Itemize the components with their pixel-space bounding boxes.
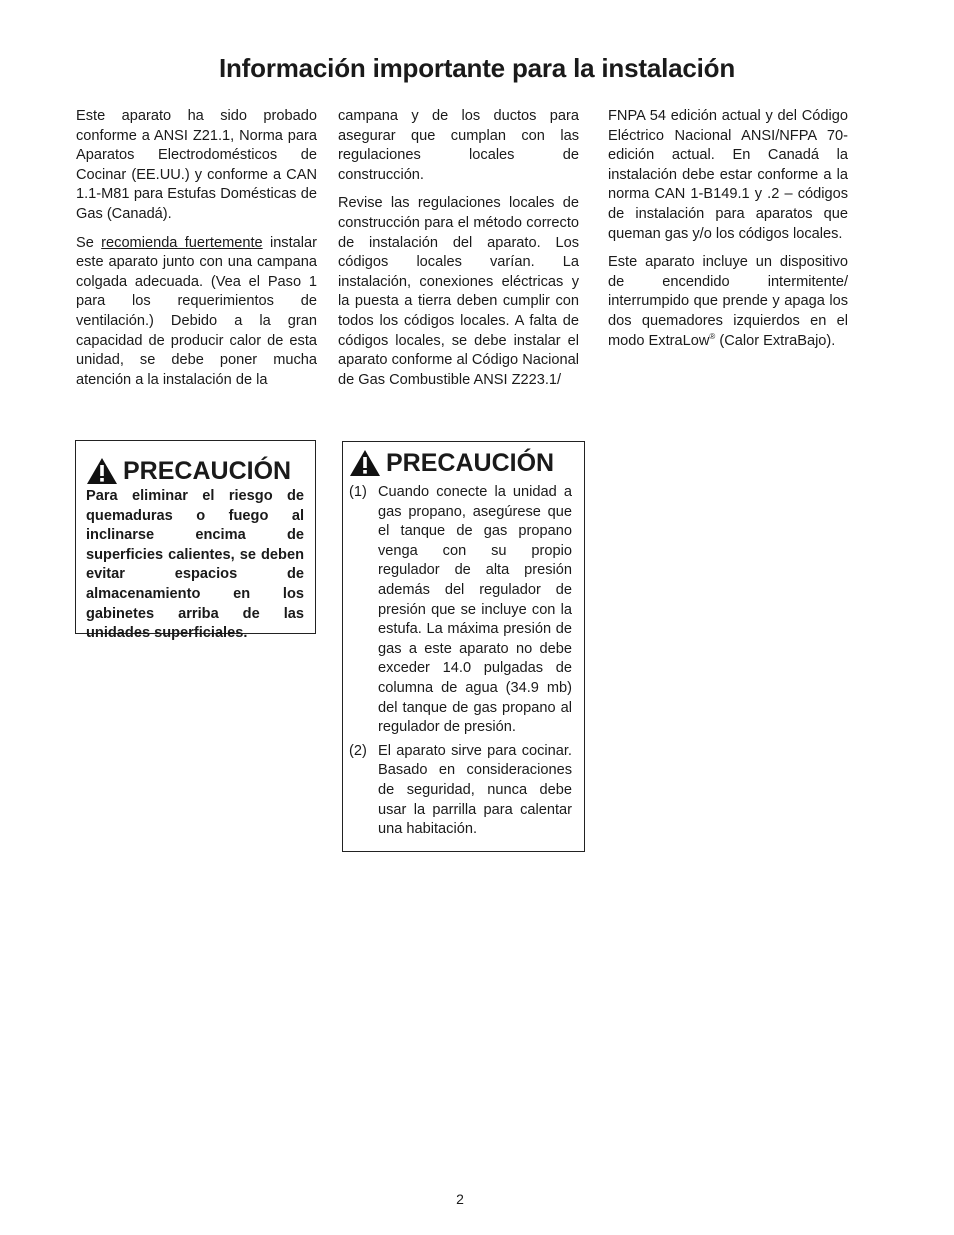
- text-column-1: [76, 107, 317, 399]
- caution-heading-text: PRECAUCIÓN: [123, 457, 292, 485]
- caution-heading-text: PRECAUCIÓN: [386, 449, 555, 477]
- list-item: [349, 483, 572, 738]
- list-text: Cuando conecte la unidad a gas propano, asegúrese que el tanque de gas propano venga con su propio regulador de alta presión además del regulador de presión que se incluye con la estufa. La máxima presión de gas a este aparato no debe exceder 14.0 pulgadas de columna de agua (34.9 mb) del tanque de gas propano al regulador de presión.: [378, 484, 572, 736]
- caution-text: Para eliminar el riesgo de quemaduras o fuego al inclinarse encima de superficies calientes, se deben evitar espacios de almacenamiento en los gabinetes arriba de las unidades superficiales.: [86, 488, 304, 642]
- paragraph: Revise las regulaciones locales de construcción para el método correcto de instalación del aparato. Los códigos locales varían. La instalación, conexiones eléctricas y la puesta a tierra deben cumplir con todos los códigos locales. A falta de códigos locales, se debe instalar el aparato conforme al Código Nacional de Gas Combustible ANSI Z223.1/: [338, 195, 579, 388]
- text-column-3: [608, 107, 848, 360]
- list-number: (2): [349, 742, 367, 759]
- paragraph: [76, 234, 317, 391]
- caution-box-2: [342, 441, 585, 852]
- text-span: (Calor ExtraBajo).: [715, 332, 836, 349]
- page-title: Información importante para la instalación: [218, 53, 736, 83]
- registered-mark: ®: [709, 331, 716, 341]
- caution-heading: [349, 449, 572, 477]
- paragraph: campana y de los ductos para asegurar que cumplan con las regulaciones locales de construcción.: [338, 108, 579, 183]
- list-number: (1): [349, 484, 367, 500]
- list-item: [349, 742, 572, 840]
- paragraph: FNPA 54 edición actual y del Código Eléctrico Nacional ANSI/NFPA 70-edición actual. En Canadá la instalación debe estar conforme a la norma CAN 1-B149.1 y .2 – códigos de instalación para aparatos que queman gas y/o los códigos locales.: [608, 108, 848, 242]
- warning-triangle-icon: [86, 457, 118, 485]
- caution-box-1: [75, 440, 316, 642]
- warning-triangle-icon: [349, 449, 381, 477]
- paragraph: [608, 253, 848, 351]
- paragraph: Este aparato ha sido probado conforme a ANSI Z21.1, Norma para Aparatos Electrodomésticos de Cocinar (EE.UU.) y conforme a CAN 1.1-M81 para Estufas Domésticas de Gas (Canadá).: [76, 108, 317, 222]
- underlined-text: recomienda fuertemente: [101, 234, 263, 251]
- text-column-2: [338, 107, 579, 399]
- text-span: Se: [76, 234, 102, 251]
- text-span: Este aparato incluye un dispositivo de encendido intermitente/ interrumpido que prende y apaga los dos quemadores izquierdos en el modo ExtraLow: [608, 254, 848, 349]
- list-text: El aparato sirve para cocinar. Basado en consideraciones de seguridad, nunca debe usar la parrilla para calentar una habitación.: [378, 742, 572, 838]
- text-span: instalar este aparato junto con una campana colgada adecuada. (Vea el Paso 1 para los requerimientos de ventilación.) Debido a la gran capacidad de producir calor de esta unidad, se debe poner mucha atención a la instalación de la: [76, 234, 317, 388]
- page-number: 2: [456, 1191, 464, 1207]
- caution-heading: [86, 457, 304, 485]
